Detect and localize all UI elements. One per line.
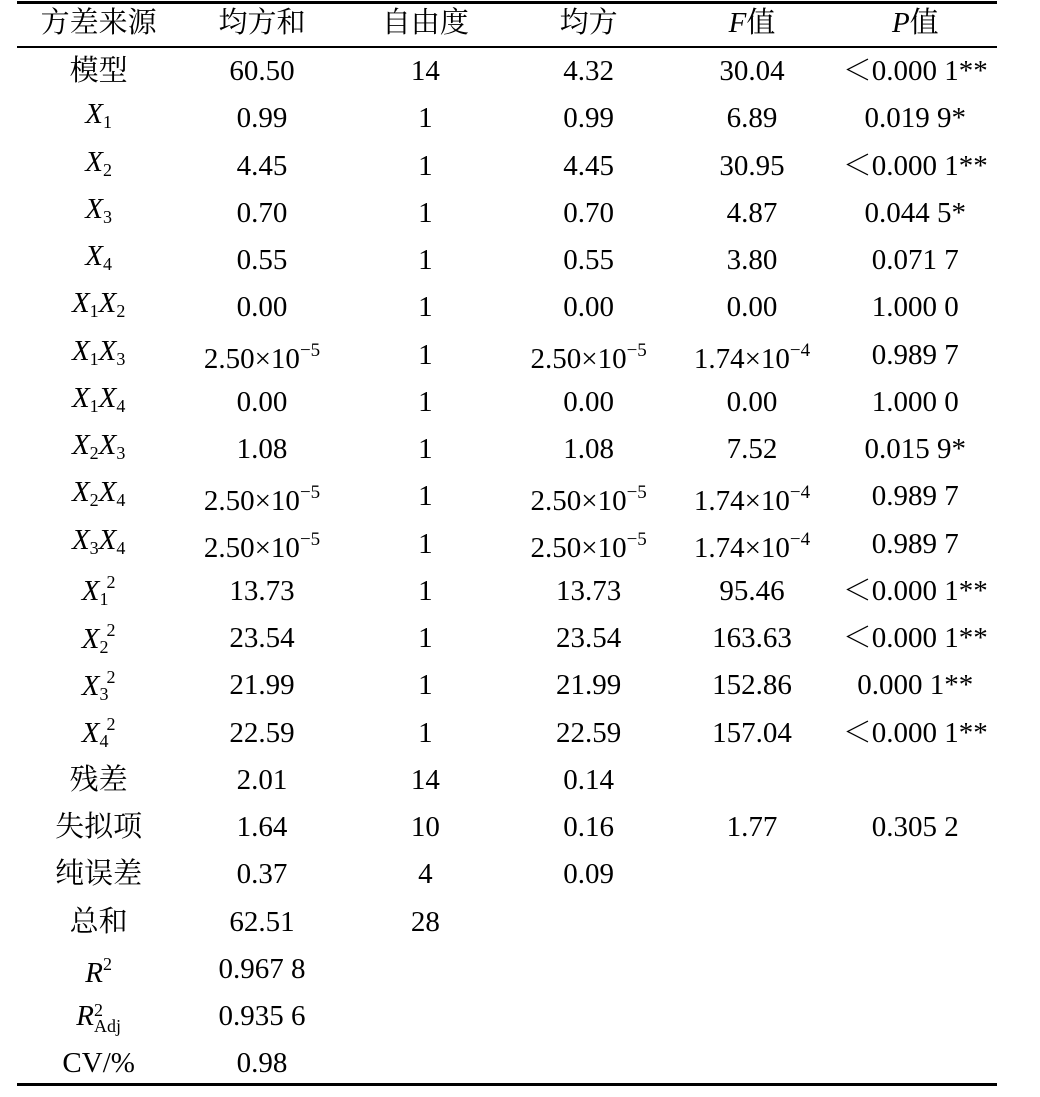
- table-row: [17, 473, 997, 520]
- cell-source: $X_2X_4$: [71, 476, 126, 511]
- cell-sum-of-squares: 4.45: [236, 149, 288, 182]
- cell-sum-of-squares: 60.50: [229, 55, 295, 87]
- header-f-value: [670, 0, 833, 47]
- cell-f-value: 30.04: [719, 55, 785, 87]
- cell-source: $X_2$: [85, 145, 113, 180]
- cell-p-value: ＜0.000 1**: [842, 716, 988, 749]
- cell-p-value: 0.989 7: [871, 480, 959, 513]
- cell-df: 14: [410, 55, 440, 87]
- table-row: [17, 946, 997, 993]
- cell-f-value: 163.63: [712, 622, 792, 654]
- cell-mean-square: 4.45: [563, 149, 615, 182]
- cell-source: 失拟项: [55, 811, 143, 843]
- table-row: [17, 190, 997, 237]
- cell-mean-square: $2.50\times 10^{-5}$: [530, 340, 647, 375]
- cell-p-value: 1.000 0: [871, 385, 959, 418]
- cell-sum-of-squares: 0.37: [236, 858, 288, 891]
- cell-f-value: 152.86: [712, 669, 792, 702]
- cell-p-value: 0.000 1**: [857, 669, 974, 702]
- table-row: [17, 332, 997, 379]
- cell-f-value: 0.00: [726, 291, 778, 324]
- cell-df: 1: [418, 480, 433, 513]
- cell-source: $X_4^2$: [81, 714, 116, 751]
- cell-sum-of-squares: 1.08: [236, 433, 288, 465]
- cell-df: 1: [418, 433, 433, 465]
- cell-mean-square: 0.00: [563, 385, 615, 418]
- cell-source: 模型: [69, 55, 128, 87]
- cell-sum-of-squares: 13.73: [229, 574, 295, 607]
- cell-f-value: 7.52: [726, 433, 778, 465]
- cell-source: $X_1$: [85, 98, 113, 133]
- cell-df: 28: [410, 905, 440, 938]
- cell-df: 1: [418, 244, 433, 276]
- cell-df: 1: [418, 622, 433, 654]
- cell-source: $X_2X_3$: [71, 429, 126, 463]
- cell-df: 1: [418, 716, 433, 749]
- header-p-text: P值: [891, 7, 939, 39]
- cell-p-value: ＜0.000 1**: [842, 55, 988, 87]
- cell-mean-square: 0.55: [563, 244, 615, 276]
- cell-f-value: 157.04: [712, 716, 792, 749]
- cell-p-value: 0.015 9*: [864, 433, 967, 465]
- cell-df: 1: [418, 102, 433, 135]
- cell-sum-of-squares: 0.99: [236, 102, 288, 135]
- cell-mean-square: 0.00: [563, 291, 615, 324]
- cell-f-value: 3.80: [726, 244, 778, 276]
- cell-p-value: 0.071 7: [871, 244, 959, 276]
- cell-source: 残差: [69, 763, 128, 796]
- cell-source: $X_1X_2$: [71, 287, 126, 322]
- cell-sum-of-squares: 0.935 6: [218, 1000, 306, 1032]
- header-sum-of-squares: 均方和: [218, 7, 306, 39]
- cell-source: $X_1X_4$: [71, 381, 126, 416]
- cell-p-value: 0.305 2: [871, 811, 959, 843]
- table-row: [17, 48, 997, 95]
- table-row: [17, 95, 997, 142]
- cell-p-value: 0.989 7: [871, 338, 959, 371]
- header-source: 方差来源: [40, 7, 157, 39]
- cell-f-value: 6.89: [726, 102, 778, 135]
- cell-mean-square: 0.14: [563, 763, 615, 796]
- cell-df: 1: [418, 527, 433, 560]
- cell-source: 总和: [69, 905, 128, 938]
- cell-sum-of-squares: $2.50\times 10^{-5}$: [203, 529, 321, 564]
- cell-f-value: $1.74\times 10^{-4}$: [693, 340, 811, 375]
- cell-sum-of-squares: 0.98: [236, 1047, 288, 1080]
- cell-mean-square: 0.16: [563, 811, 615, 843]
- cell-source: R 2 Adj: [76, 1000, 122, 1037]
- cell-f-value: 1.77: [726, 811, 778, 843]
- cell-df: 1: [418, 669, 433, 702]
- cell-df: 1: [418, 196, 433, 229]
- table-row: [17, 899, 997, 946]
- table-row: [17, 426, 997, 473]
- cell-source: 纯误差: [55, 858, 143, 891]
- cell-df: 1: [418, 338, 433, 371]
- cell-sum-of-squares: 22.59: [229, 716, 295, 749]
- cell-sum-of-squares: 0.00: [236, 385, 288, 418]
- cell-mean-square: $2.50\times 10^{-5}$: [530, 481, 647, 517]
- cell-mean-square: 1.08: [563, 433, 615, 465]
- table-row: [17, 851, 997, 898]
- header-f-text: F值: [728, 7, 776, 39]
- cell-sum-of-squares: 23.54: [229, 622, 295, 654]
- cell-sum-of-squares: 0.00: [236, 291, 288, 324]
- cell-mean-square: 22.59: [556, 716, 622, 749]
- table-row: [17, 1040, 997, 1087]
- cell-f-value: 0.00: [726, 385, 778, 418]
- cell-p-value: 0.019 9*: [864, 102, 967, 135]
- cell-sum-of-squares: 0.55: [236, 244, 288, 276]
- table-row: [17, 237, 997, 284]
- cell-mean-square: 0.70: [563, 196, 615, 229]
- table-row: [17, 284, 997, 331]
- cell-df: 10: [410, 811, 440, 843]
- cell-df: 1: [418, 149, 433, 182]
- cell-mean-square: 0.09: [563, 858, 615, 891]
- cell-df: 1: [418, 574, 433, 607]
- table-header-row: [17, 0, 997, 47]
- cell-source: CV/%: [62, 1047, 135, 1080]
- cell-source: $X_2^2$: [81, 619, 116, 657]
- cell-f-value: 30.95: [719, 149, 785, 182]
- table-row: [17, 379, 997, 426]
- header-mean-square: 均方: [559, 7, 618, 39]
- table-row: [17, 804, 997, 851]
- cell-df: 1: [418, 385, 433, 418]
- cell-mean-square: 0.99: [563, 102, 615, 135]
- cell-p-value: 1.000 0: [871, 291, 959, 324]
- cell-p-value: 0.044 5*: [864, 196, 967, 229]
- cell-f-value: 95.46: [719, 574, 785, 607]
- cell-source: $R^2$: [85, 954, 113, 990]
- table-row: [17, 757, 997, 804]
- cell-source: $X_1^2$: [81, 572, 116, 610]
- cell-source: $X_3$: [85, 192, 113, 227]
- cell-source: $X_1X_3$: [71, 334, 126, 369]
- cell-sum-of-squares: 1.64: [236, 811, 288, 843]
- cell-df: 4: [418, 858, 433, 891]
- table-row: [17, 710, 997, 757]
- cell-mean-square: 21.99: [556, 669, 622, 702]
- cell-f-value: 4.87: [726, 196, 778, 229]
- cell-sum-of-squares: 62.51: [229, 905, 295, 938]
- cell-source: $X_4$: [85, 240, 113, 274]
- cell-sum-of-squares: 0.967 8: [218, 952, 306, 985]
- cell-p-value: ＜0.000 1**: [842, 622, 988, 654]
- cell-source: $X_3^2$: [81, 666, 116, 704]
- cell-f-value: $1.74\times 10^{-4}$: [693, 529, 811, 564]
- header-degrees-of-freedom: 自由度: [381, 7, 469, 39]
- table-row: [17, 143, 997, 190]
- header-p-value: [834, 0, 997, 47]
- cell-p-value: ＜0.000 1**: [842, 149, 988, 182]
- cell-mean-square: $2.50\times 10^{-5}$: [530, 529, 647, 564]
- cell-sum-of-squares: 21.99: [229, 669, 295, 702]
- table-bottom-rule: [17, 1083, 997, 1086]
- cell-p-value: ＜0.000 1**: [842, 574, 988, 607]
- table-row: [17, 993, 997, 1040]
- cell-mean-square: 23.54: [556, 622, 622, 654]
- cell-df: 14: [410, 763, 440, 796]
- cell-f-value: $1.74\times 10^{-4}$: [693, 481, 811, 517]
- cell-source: $X_3X_4$: [71, 523, 126, 558]
- cell-sum-of-squares: 0.70: [236, 196, 288, 229]
- cell-p-value: 0.989 7: [871, 527, 959, 560]
- cell-df: 1: [418, 291, 433, 324]
- cell-sum-of-squares: 2.01: [236, 763, 288, 796]
- cell-mean-square: 13.73: [556, 574, 622, 607]
- cell-sum-of-squares: $2.50\times 10^{-5}$: [203, 340, 321, 375]
- cell-sum-of-squares: $2.50\times 10^{-5}$: [203, 481, 321, 517]
- cell-mean-square: 4.32: [563, 55, 615, 87]
